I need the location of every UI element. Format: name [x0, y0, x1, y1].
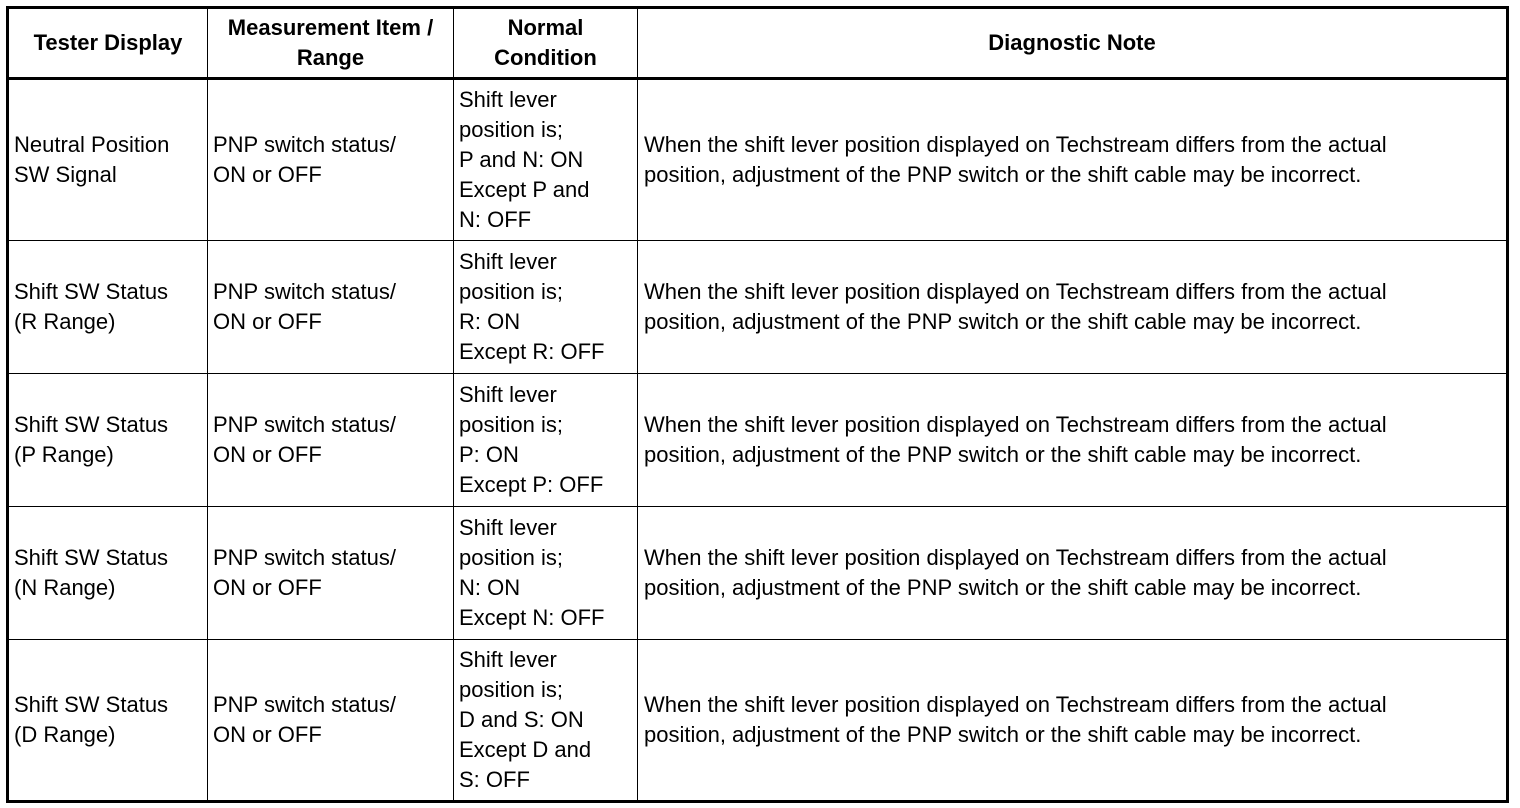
- cell-tester-display: Shift SW Status (N Range): [8, 507, 208, 640]
- cell-measurement: PNP switch status/ ON or OFF: [208, 374, 454, 507]
- cell-normal-condition: Shift lever position is; D and S: ON Except D and S: OFF: [454, 640, 638, 802]
- diagnostic-table: [6, 6, 1509, 803]
- cell-normal-condition: Shift lever position is; P and N: ON Except P and N: OFF: [454, 79, 638, 241]
- header-measurement-item: Measurement Item / Range: [208, 8, 454, 79]
- table-row: [8, 640, 1508, 802]
- cell-tester-display: Shift SW Status (P Range): [8, 374, 208, 507]
- cell-diagnostic-note: When the shift lever position displayed on Techstream differs from the actual position, adjustment of the PNP switch or the shift cable may be incorrect.: [638, 374, 1508, 507]
- table-body: [8, 79, 1508, 802]
- table-row: [8, 241, 1508, 374]
- cell-diagnostic-note: When the shift lever position displayed on Techstream differs from the actual position, adjustment of the PNP switch or the shift cable may be incorrect.: [638, 241, 1508, 374]
- cell-tester-display: Neutral Position SW Signal: [8, 79, 208, 241]
- cell-measurement: PNP switch status/ ON or OFF: [208, 640, 454, 802]
- cell-normal-condition: Shift lever position is; N: ON Except N: OFF: [454, 507, 638, 640]
- cell-normal-condition: Shift lever position is; P: ON Except P: OFF: [454, 374, 638, 507]
- cell-diagnostic-note: When the shift lever position displayed on Techstream differs from the actual position, adjustment of the PNP switch or the shift cable may be incorrect.: [638, 79, 1508, 241]
- header-normal-condition: Normal Condition: [454, 8, 638, 79]
- header-row: [8, 8, 1508, 79]
- cell-measurement: PNP switch status/ ON or OFF: [208, 241, 454, 374]
- table-row: [8, 79, 1508, 241]
- cell-diagnostic-note: When the shift lever position displayed on Techstream differs from the actual position, adjustment of the PNP switch or the shift cable may be incorrect.: [638, 507, 1508, 640]
- table-row: [8, 374, 1508, 507]
- table-row: [8, 507, 1508, 640]
- cell-normal-condition: Shift lever position is; R: ON Except R: OFF: [454, 241, 638, 374]
- table-header: [8, 8, 1508, 79]
- cell-tester-display: Shift SW Status (D Range): [8, 640, 208, 802]
- cell-diagnostic-note: When the shift lever position displayed on Techstream differs from the actual position, adjustment of the PNP switch or the shift cable may be incorrect.: [638, 640, 1508, 802]
- cell-measurement: PNP switch status/ ON or OFF: [208, 79, 454, 241]
- header-diagnostic-note: Diagnostic Note: [638, 8, 1508, 79]
- header-tester-display: Tester Display: [8, 8, 208, 79]
- cell-tester-display: Shift SW Status (R Range): [8, 241, 208, 374]
- cell-measurement: PNP switch status/ ON or OFF: [208, 507, 454, 640]
